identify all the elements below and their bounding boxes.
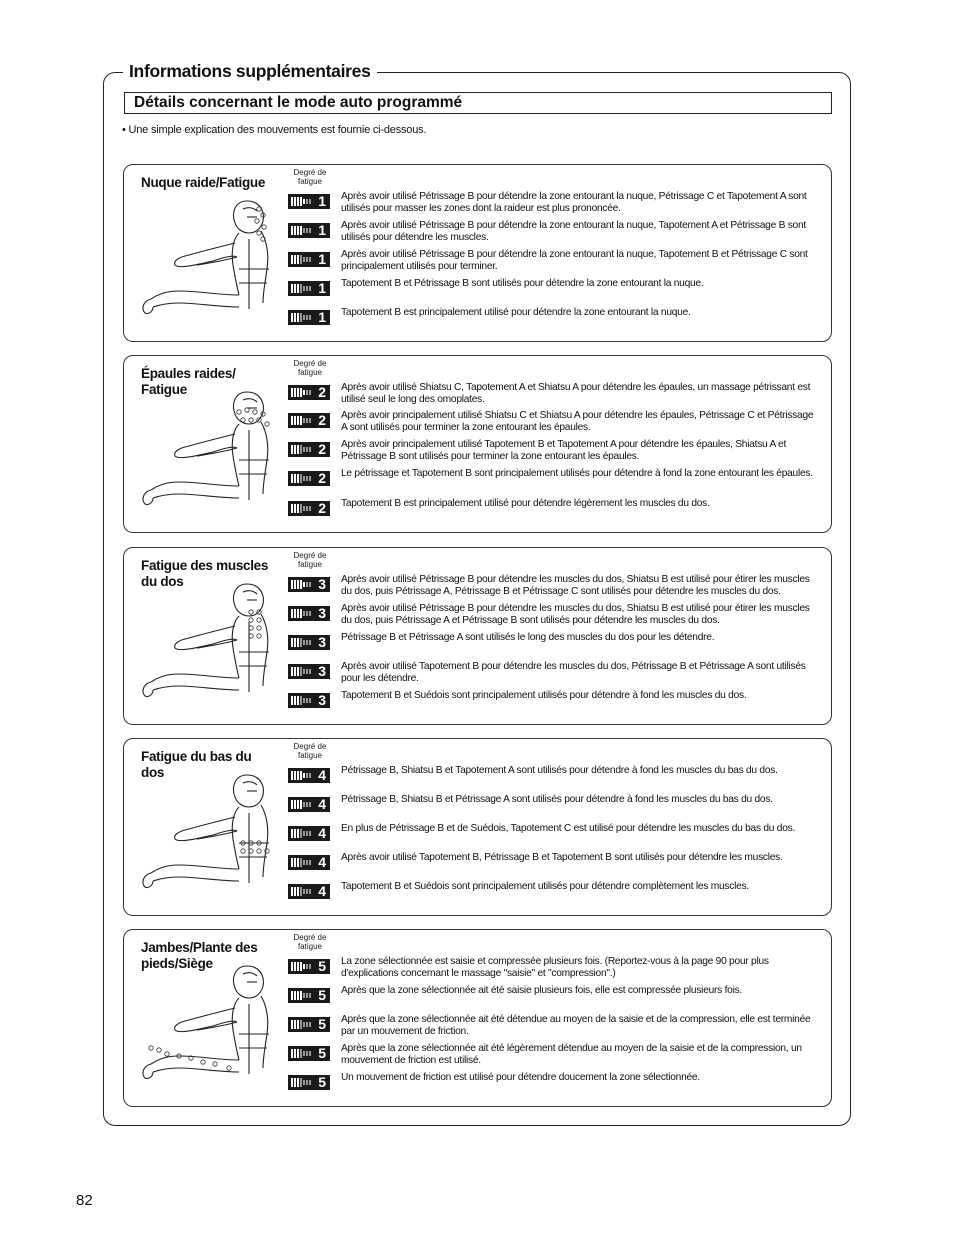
program-description: Tapotement B et Pétrissage B sont utilisés pour détendre la zone entourant la nuque. (341, 278, 704, 289)
fatigue-level-number: 2 (318, 470, 326, 486)
intensity-bars-icon (291, 226, 311, 235)
massage-zone-dot (201, 1060, 205, 1064)
fatigue-level-number: 1 (318, 280, 326, 296)
intensity-bars-icon (291, 667, 311, 676)
fatigue-level-badge (288, 988, 330, 1003)
fatigue-level-number: 2 (318, 441, 326, 457)
massage-zone-dot (255, 219, 259, 223)
intensity-bars-icon (291, 696, 311, 705)
intensity-bars-icon (291, 887, 311, 896)
fatigue-level-number: 4 (318, 767, 326, 783)
fatigue-level-badge (288, 768, 330, 783)
fatigue-level-number: 2 (318, 412, 326, 428)
section-title: Épaules raides/ Fatigue (141, 366, 236, 397)
fatigue-degree-label: Degré de fatigue (293, 551, 327, 569)
fatigue-level-badge (288, 501, 330, 516)
massage-zone-dot (257, 618, 261, 622)
section-heading: Détails concernant le mode auto programmé (134, 94, 463, 111)
fatigue-level-number: 1 (318, 309, 326, 325)
massage-zone-dot (257, 849, 261, 853)
fatigue-level-badge (288, 884, 330, 899)
program-description: Pétrissage B et Pétrissage A sont utilisés le long des muscles du dos pour les détendre. (341, 632, 715, 643)
section-heading-box (124, 92, 832, 114)
page-number: 82 (76, 1192, 93, 1209)
massage-zone-dot (265, 422, 269, 426)
program-description: Après avoir utilisé Pétrissage B pour détendre les muscles du dos, Shiatsu B est utilisé pour étirer les muscles du dos, puis Pétrissage A et Pétrissage B sont utilisés pour détendre les muscles du dos. (341, 603, 810, 626)
fatigue-level-number: 1 (318, 222, 326, 238)
massage-zone-dot (213, 1062, 217, 1066)
fatigue-level-number: 5 (318, 1045, 326, 1061)
program-description: En plus de Pétrissage B et de Suédois, Tapotement C est utilisé pour détendre les muscles du bas du dos. (341, 823, 796, 834)
massage-zone-dot (257, 626, 261, 630)
fatigue-level-number: 3 (318, 663, 326, 679)
intensity-bars-icon (291, 197, 311, 206)
massage-zone-dot (157, 1048, 161, 1052)
fatigue-level-badge (288, 606, 330, 621)
section-title: Fatigue du bas du dos (141, 749, 252, 780)
intensity-bars-icon (291, 416, 311, 425)
fatigue-section (123, 164, 832, 342)
fatigue-level-number: 3 (318, 634, 326, 650)
body-diagram-icon (139, 773, 274, 893)
fatigue-level-badge (288, 635, 330, 650)
fatigue-level-badge (288, 855, 330, 870)
body-diagram-icon (139, 964, 274, 1084)
program-description: Après avoir utilisé Tapotement B, Pétrissage B et Tapotement B sont utilisés pour détendre les muscles. (341, 852, 783, 863)
fatigue-level-badge (288, 413, 330, 428)
program-description: Un mouvement de friction est utilisé pour détendre doucement la zone sélectionnée. (341, 1072, 700, 1083)
fatigue-level-badge (288, 281, 330, 296)
massage-zone-dot (149, 1046, 153, 1050)
intensity-bars-icon (291, 504, 311, 513)
intensity-bars-icon (291, 580, 311, 589)
intensity-bars-icon (291, 255, 311, 264)
massage-zone-dot (249, 618, 253, 622)
intensity-bars-icon (291, 1078, 311, 1087)
program-description: Tapotement B et Suédois sont principalement utilisés pour détendre à fond les muscles du dos. (341, 690, 747, 701)
fatigue-section (123, 547, 832, 725)
fatigue-level-badge (288, 310, 330, 325)
body-diagram-icon (139, 390, 274, 510)
intensity-bars-icon (291, 858, 311, 867)
fatigue-level-badge (288, 471, 330, 486)
intensity-bars-icon (291, 284, 311, 293)
fatigue-level-badge (288, 223, 330, 238)
section-title: Fatigue des muscles du dos (141, 558, 269, 589)
massage-zone-dot (249, 418, 253, 422)
fatigue-level-number: 3 (318, 576, 326, 592)
program-description: Après avoir utilisé Pétrissage B pour détendre les muscles du dos, Shiatsu B est utilisé pour étirer les muscles du dos, puis Pétrissage A, Pétrissage B et Pétrissage C sont utilisés pour détendre les muscles du dos. (341, 574, 810, 597)
massage-zone-dot (262, 225, 266, 229)
fatigue-level-number: 1 (318, 193, 326, 209)
body-diagram-icon (139, 199, 274, 319)
fatigue-level-badge (288, 693, 330, 708)
program-description: Après que la zone sélectionnée ait été détendue au moyen de la saisie et de la compression, elle est terminée par un mouvement de friction. (341, 1014, 811, 1037)
fatigue-degree-label: Degré de fatigue (293, 742, 327, 760)
fatigue-level-number: 5 (318, 1074, 326, 1090)
fatigue-level-badge (288, 194, 330, 209)
fatigue-level-badge (288, 442, 330, 457)
program-description: Tapotement B est principalement utilisé pour détendre la zone entourant la nuque. (341, 307, 691, 318)
intensity-bars-icon (291, 991, 311, 1000)
fatigue-level-badge (288, 385, 330, 400)
massage-zone-dot (257, 207, 261, 211)
fatigue-level-number: 4 (318, 796, 326, 812)
fatigue-level-number: 3 (318, 692, 326, 708)
section-title: Nuque raide/Fatigue (141, 175, 266, 190)
program-description: Après avoir utilisé Tapotement B pour détendre les muscles du dos, Pétrissage B et Pétrissage A sont utilisés pour les détendre. (341, 661, 806, 684)
massage-zone-dot (165, 1052, 169, 1056)
body-diagram-icon (139, 582, 274, 702)
fatigue-degree-label: Degré de fatigue (293, 933, 327, 951)
program-description: Après avoir utilisé Pétrissage B pour détendre la zone entourant la nuque, Tapotement A et Pétrissage B sont utilisés pour détendre les muscles. (341, 220, 806, 243)
program-description: Pétrissage B, Shiatsu B et Tapotement A sont utilisés pour détendre à fond les muscles du bas du dos. (341, 765, 778, 776)
massage-zone-dot (253, 410, 257, 414)
fatigue-level-badge (288, 1075, 330, 1090)
intensity-bars-icon (291, 771, 311, 780)
intensity-bars-icon (291, 1020, 311, 1029)
fatigue-level-number: 1 (318, 251, 326, 267)
program-description: Tapotement B et Suédois sont principalement utilisés pour détendre complètement les muscles. (341, 881, 749, 892)
intensity-bars-icon (291, 445, 311, 454)
intensity-bars-icon (291, 800, 311, 809)
fatigue-level-badge (288, 826, 330, 841)
fatigue-level-badge (288, 252, 330, 267)
massage-zone-dot (249, 610, 253, 614)
massage-zone-dot (257, 634, 261, 638)
massage-zone-dot (227, 1066, 231, 1070)
fatigue-section (123, 929, 832, 1107)
program-description: Après avoir utilisé Shiatsu C, Tapotement A et Shiatsu A pour détendre les épaules, un massage pétrissant est utilisé seul le long des omoplates. (341, 382, 811, 405)
program-description: Après avoir principalement utilisé Shiatsu C et Shiatsu A pour détendre les épaules, Pétrissage C et Pétrissage A sont utilisés pour terminer la zone entourant les épaules. (341, 410, 814, 433)
program-description: Après avoir utilisé Pétrissage B pour détendre la zone entourant la nuque, Pétrissage C et Tapotement A sont utilisés pour masser les zones dont la raideur est plus prononcée. (341, 191, 807, 214)
intro-text: • Une simple explication des mouvements est fournie ci-dessous. (122, 124, 427, 136)
intensity-bars-icon (291, 313, 311, 322)
fatigue-level-number: 2 (318, 500, 326, 516)
fatigue-level-badge (288, 1046, 330, 1061)
fatigue-level-number: 5 (318, 958, 326, 974)
intensity-bars-icon (291, 962, 311, 971)
fatigue-degree-label: Degré de fatigue (293, 359, 327, 377)
intensity-bars-icon (291, 474, 311, 483)
fatigue-level-badge (288, 664, 330, 679)
fatigue-level-badge (288, 1017, 330, 1032)
fatigue-level-number: 4 (318, 883, 326, 899)
fatigue-level-number: 3 (318, 605, 326, 621)
massage-zone-dot (241, 418, 245, 422)
program-description: Le pétrissage et Tapotement B sont principalement utilisés pour détendre à fond la zone entourant les épaules. (341, 468, 813, 479)
massage-zone-dot (241, 849, 245, 853)
intensity-bars-icon (291, 829, 311, 838)
program-description: Après avoir utilisé Pétrissage B pour détendre la zone entourant la nuque, Tapotement B et Pétrissage C sont principalement utilisés pour terminer. (341, 249, 808, 272)
fatigue-level-badge (288, 577, 330, 592)
intensity-bars-icon (291, 388, 311, 397)
fatigue-level-number: 5 (318, 1016, 326, 1032)
fatigue-level-badge (288, 959, 330, 974)
intensity-bars-icon (291, 609, 311, 618)
section-title: Jambes/Plante des pieds/Siège (141, 940, 258, 971)
page-title: Informations supplémentaires (123, 60, 377, 82)
program-description: Après avoir principalement utilisé Tapotement B et Tapotement A pour détendre les épaules, Shiatsu A et Pétrissage B sont utilisés pour terminer la zone entourant les épaules. (341, 439, 787, 462)
fatigue-level-badge (288, 797, 330, 812)
intensity-bars-icon (291, 638, 311, 647)
fatigue-section (123, 738, 832, 916)
massage-zone-dot (257, 231, 261, 235)
fatigue-level-number: 2 (318, 384, 326, 400)
program-description: Après que la zone sélectionnée ait été saisie plusieurs fois, elle est compressée plusieurs fois. (341, 985, 743, 996)
fatigue-level-number: 4 (318, 825, 326, 841)
program-description: Tapotement B est principalement utilisé pour détendre légèrement les muscles du dos. (341, 498, 710, 509)
massage-zone-dot (237, 410, 241, 414)
fatigue-level-number: 5 (318, 987, 326, 1003)
fatigue-degree-label: Degré de fatigue (293, 168, 327, 186)
program-description: Pétrissage B, Shiatsu B et Pétrissage A sont utilisés pour détendre à fond les muscles du bas du dos. (341, 794, 773, 805)
fatigue-section (123, 355, 832, 533)
fatigue-level-number: 4 (318, 854, 326, 870)
intensity-bars-icon (291, 1049, 311, 1058)
program-description: Après que la zone sélectionnée ait été légèrement détendue au moyen de la saisie et de la compression, un mouvement de friction est utilisé. (341, 1043, 802, 1066)
program-description: La zone sélectionnée est saisie et compressée plusieurs fois. (Reportez-vous à la page 90 pour plus d'explications concernant le massage "saisie" et "compression".) (341, 956, 769, 979)
